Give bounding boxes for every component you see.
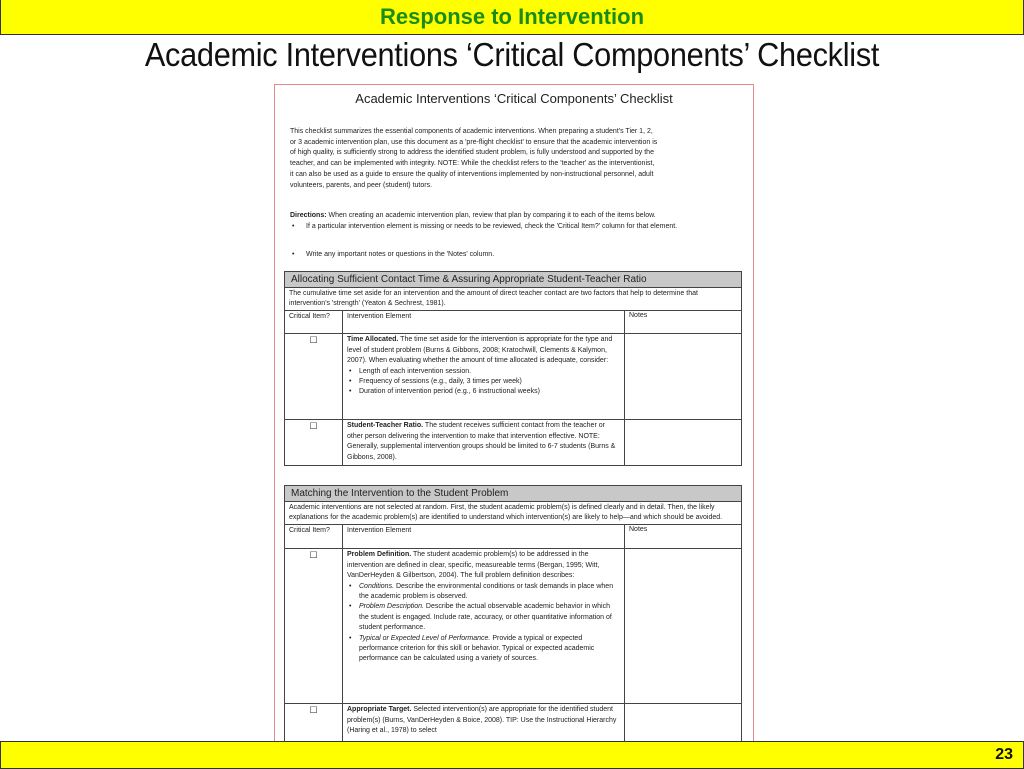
col-element-header: Intervention Element	[343, 525, 625, 548]
list-item	[347, 634, 620, 665]
checkbox-icon[interactable]: ☐	[309, 550, 318, 561]
element-text: The student receives sufficient contact from the teacher or other person delivering the intervention to make that intervention effective. NOTE: Generally, supplemental intervention groups should be limited to 6-7 students (Burns & Gibbons, 2008).	[347, 422, 616, 461]
col-critical-header: Critical Item?	[285, 311, 343, 333]
table-row	[285, 704, 741, 744]
document-title: Academic Interventions ‘Critical Components’ Checklist	[355, 91, 673, 106]
list-item-label: Problem Description.	[359, 603, 424, 611]
directions	[290, 211, 740, 222]
list-item-label: Typical or Expected Level of Performance.	[359, 634, 491, 642]
directions-label: Directions:	[290, 212, 327, 219]
element-text: Selected intervention(s) are appropriate for the identified student problem(s) (Burns, VanDerHeyden & Boice, 2008). TIP: Use the Instructional Hierarchy (Haring et al., 1978) to select	[347, 706, 617, 735]
element-cell	[343, 549, 625, 703]
document-image	[274, 84, 754, 768]
page-number: 23	[995, 746, 1013, 763]
section-heading: Allocating Sufficient Contact Time & Assuring Appropriate Student-Teacher Ratio	[285, 272, 741, 288]
element-cell	[343, 420, 625, 465]
list-item: • Duration of intervention period (e.g., 6 instructional weeks)	[347, 387, 620, 397]
list-item-label: Conditions.	[359, 582, 395, 590]
table-header-row	[285, 311, 741, 334]
slide-title: Academic Interventions ‘Critical Components’ Checklist	[144, 36, 880, 73]
intro-line: This checklist summarizes the essential components of academic interventions. When preparing a student's Tier 1, 2,	[290, 128, 653, 135]
element-label: Student-Teacher Ratio.	[347, 422, 424, 430]
list-item-text: Provide a typical or expected performance criterion for this skill or behavior. Typical or expected academic performance can be calculated using a variety of sources.	[359, 634, 595, 663]
section-heading: Matching the Intervention to the Student Problem	[285, 486, 741, 502]
notes-cell[interactable]	[625, 420, 741, 465]
checkbox-icon[interactable]: ☐	[309, 335, 318, 346]
element-label: Appropriate Target.	[347, 706, 412, 714]
col-notes-header: Notes	[629, 312, 648, 320]
element-label: Problem Definition.	[347, 551, 412, 559]
element-text: The time set aside for the intervention is appropriate for the type and level of student problem (Burns & Gibbons, 2008; Kratochwill, Clements & Kalymon, 2007). When evaluating whether the amount of time allocated is adequate, consider:	[347, 336, 613, 365]
notes-cell[interactable]	[625, 704, 741, 744]
header-bar	[0, 0, 1024, 35]
list-item: • Length of each intervention session.	[347, 367, 620, 377]
intro-line: it can also be used as a guide to ensure the quality of interventions implemented by non-instructional personnel, adult	[290, 170, 654, 178]
directions-bullet: • If a particular intervention element is missing or needs to be reviewed, check the 'Critical Item?' column for that element.	[290, 222, 740, 233]
intro-line: teacher, and can be implemented with integrity. NOTE: While the checklist refers to the 'teacher' as the interventionist,	[290, 160, 655, 168]
notes-cell[interactable]	[625, 549, 741, 703]
section-intro: The cumulative time set aside for an intervention and the amount of direct teacher contact are two factors that help to determine that intervention's 'strength' (Yeaton & Sechrest, 1981).	[285, 288, 741, 311]
intro-line: or 3 academic intervention plan, use this document as a 'pre-flight checklist' to ensure that the academic intervention is	[290, 138, 658, 146]
checkbox-icon[interactable]: ☐	[309, 421, 318, 432]
element-cell	[343, 704, 625, 744]
table-row	[285, 334, 741, 420]
directions-text: When creating an academic intervention plan, review that plan by comparing it to each of the items below.	[326, 212, 656, 219]
list-item-text: Describe the environmental conditions or task demands in place when the academic problem is observed.	[359, 582, 614, 601]
col-critical-header: Critical Item?	[285, 525, 343, 548]
list-item: • Frequency of sessions (e.g., daily, 3 times per week)	[347, 377, 620, 387]
directions-bullet: • Write any important notes or questions in the 'Notes' column.	[290, 250, 740, 261]
intro-line: of high quality, is sufficiently strong to address the identified student problem, is fully understood and supported by the	[290, 149, 654, 157]
col-element-header: Intervention Element	[343, 311, 625, 333]
footer-bar	[0, 741, 1024, 769]
element-label: Time Allocated.	[347, 336, 399, 344]
table-row	[285, 420, 741, 465]
element-cell	[343, 334, 625, 419]
notes-cell[interactable]	[625, 334, 741, 419]
section-problem-match	[284, 485, 742, 745]
col-notes-header: Notes	[629, 526, 648, 534]
section-intro: Academic interventions are not selected at random. First, the student academic problem(s) is defined clearly and in detail. Then, the likely explanations for the academic problem(s) are identified to understand which intervention(s) are likely to help—and which should be avoided.	[285, 502, 741, 525]
checkbox-icon[interactable]: ☐	[309, 705, 318, 716]
list-item-text: Describe the actual observable academic behavior in which the student is engaged. Include rate, accuracy, or other quantitative information of student performance.	[359, 603, 612, 632]
intro-line: volunteers, parents, and peer (student) tutors.	[290, 181, 433, 189]
element-text: The student academic problem(s) to be addressed in the intervention are defined in clear, specific, measureable terms (Bergan, 1995; Witt, VanDerHeyden & Gilbertson, 2004). The full problem definition describes:	[347, 551, 600, 580]
table-row	[285, 549, 741, 704]
intro-paragraph	[290, 127, 740, 191]
section-time-ratio	[284, 271, 742, 466]
header-title: Response to Intervention	[379, 4, 645, 29]
list-item	[347, 582, 620, 603]
list-item	[347, 602, 620, 633]
table-header-row	[285, 525, 741, 549]
